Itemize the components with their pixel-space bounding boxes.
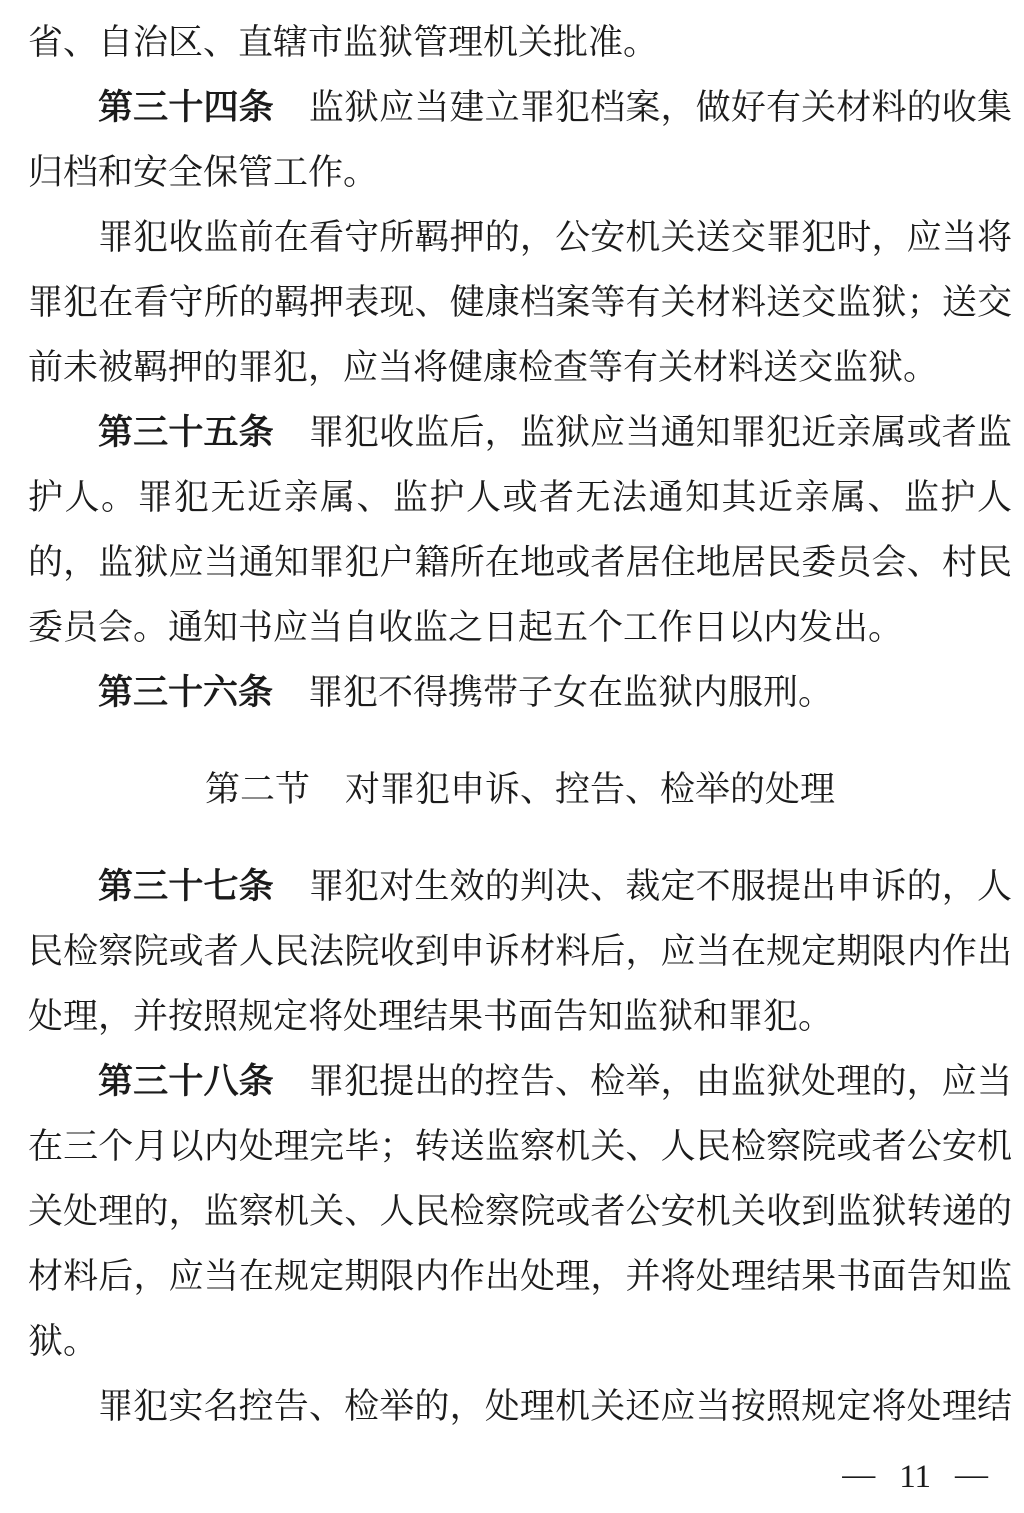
article-37-number: 第三十七条 [98, 867, 274, 906]
article-38-number: 第三十八条 [98, 1062, 274, 1101]
paragraph-continuation-from-previous-page: 省、自治区、直辖市监狱管理机关批准。 [28, 23, 659, 62]
article-36-text: 罪犯不得携带子女在监狱内服刑。 [308, 673, 834, 712]
article-35-paragraph [28, 400, 1012, 660]
footer-page-number: 11 [899, 1459, 931, 1495]
article-36-number: 第三十六条 [98, 673, 274, 712]
article-35-text: 罪犯收监后，监狱应当通知罪犯近亲属或者监护人。罪犯无近亲属、监护人或者无法通知其近亲属、监护人的，监狱应当通知罪犯户籍所在地或者居住地居民委员会、村民委员会。通知书应当自收监之日起五个工作日以内发出。 [28, 413, 1012, 647]
article-38-paragraph [28, 1049, 1012, 1374]
article-34-paragraph [28, 75, 1012, 205]
footer-dash-right: — [955, 1457, 988, 1493]
section-2-header: 第二节 对罪犯申诉、控告、检举的处理 [204, 770, 835, 809]
article-37-text: 罪犯对生效的判决、裁定不服提出申诉的，人民检察院或者人民法院收到申诉材料后，应当在规定期限内作出处理，并按照规定将处理结果书面告知监狱和罪犯。 [28, 867, 1012, 1036]
page-footer [842, 1457, 988, 1497]
article-37-paragraph [28, 854, 1012, 1049]
article-35-number: 第三十五条 [98, 413, 274, 452]
article-36-paragraph [28, 660, 1012, 725]
article-34-text: 监狱应当建立罪犯档案，做好有关材料的收集归档和安全保管工作。 [28, 88, 1012, 192]
article-38-text: 罪犯提出的控告、检举，由监狱处理的，应当在三个月以内处理完毕；转送监察机关、人民检察院或者公安机关处理的，监察机关、人民检察院或者公安机关收到监狱转递的材料后，应当在规定期限内作出处理，并将处理结果书面告知监狱。 [28, 1062, 1012, 1361]
article-34-paragraph-2: 罪犯收监前在看守所羁押的，公安机关送交罪犯时，应当将罪犯在看守所的羁押表现、健康档案等有关材料送交监狱；送交前未被羁押的罪犯，应当将健康检查等有关材料送交监狱。 [28, 218, 1012, 387]
footer-dash-left: — [842, 1457, 876, 1493]
article-38-paragraph-2-continued-to-next-page: 罪犯实名控告、检举的，处理机关还应当按照规定将处理结 [98, 1387, 1012, 1426]
article-34-number: 第三十四条 [98, 88, 274, 127]
